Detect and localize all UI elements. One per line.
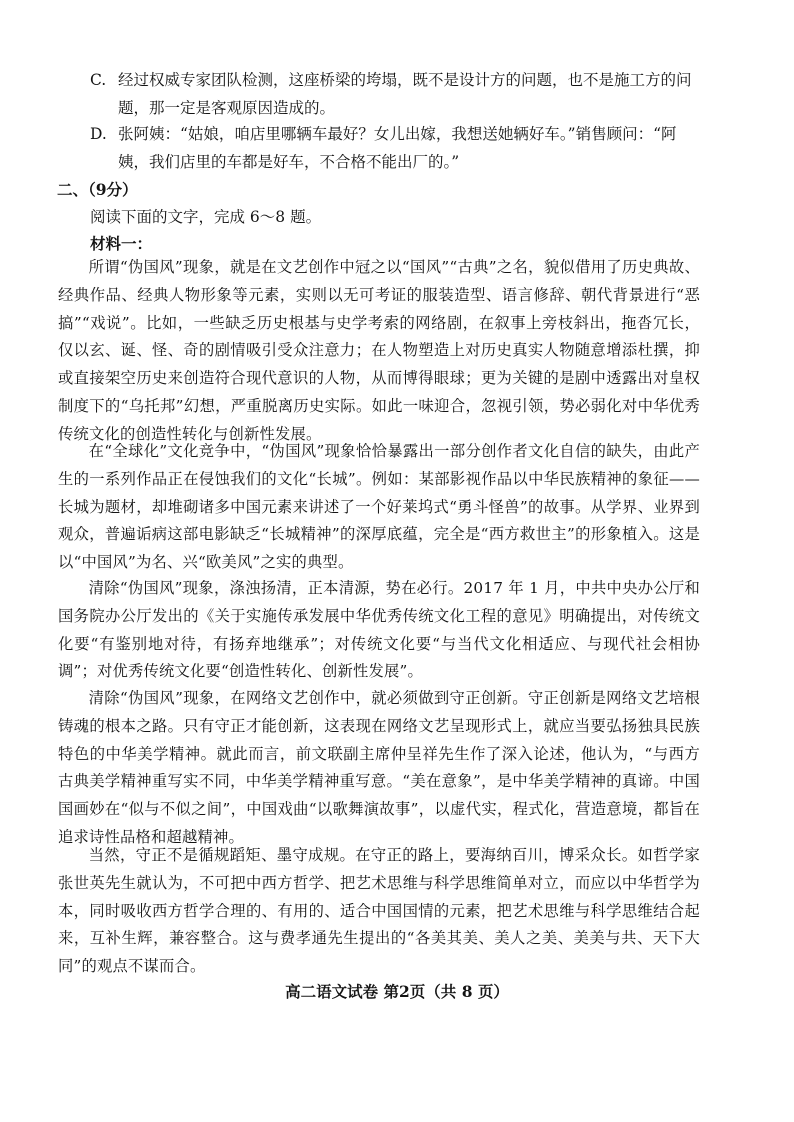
option-c-line2: 题，那一定是客观原因造成的。 [118,99,336,117]
paragraph-2: 在“全球化”文化竞争中，“伪国风”现象恰恰暴露出一部分创作者文化自信的缺失，由此产生的一系列作品正在侵蚀我们的文化“长城”。例如：某部影视作品以中华民族精神的象征——长城为题材，却堆砌诸多中国元素来讲述了一个好莱坞式“勇斗怪兽”的故事。从学界、业界到观众，普遍诟病这部电影缺乏“长城精神”的深厚底蕴，完全是“西方救世主”的形象植入。这是以“中国风”为名、兴“欧美风”之实的典型。 [58,442,700,572]
option-c-letter: C. [90,71,107,89]
option-d-line1: 张阿姨：“姑娘，咱店里哪辆车最好？女儿出嫁，我想送她辆好车。”销售顾问：“阿 [118,125,677,143]
option-d-line2: 姨，我们店里的车都是好车，不合格不能出厂的。” [118,153,460,171]
option-c-line1: 经过权威专家团队检测，这座桥梁的垮塌，既不是设计方的问题，也不是施工方的问 [118,71,692,89]
material-label: 材料一： [90,234,153,253]
paragraph-1: 所谓“伪国风”现象，就是在文艺创作中冠之以“国风”“古典”之名，貌似借用了历史典故、经典作品、经典人物形象等元素，实则以无可考证的服装造型、语言修辞、朝代背景进行“恶搞”“戏说”。比如，一些缺乏历史根基与史学考索的网络剧，在叙事上旁枝斜出，拖沓冗长，仅以玄、诞、怪、奇的剧情吸引受众注意力；在人物塑造上对历史真实人物随意增添杜撰，抑或直接架空历史来创造符合现代意识的人物，从而博得眼球；更为关键的是剧中透露出对皇权制度下的“乌托邦”幻想，严重脱离历史实际。如此一味迎合，忽视引领，势必弱化对中华优秀传统文化的创造性转化与创新性发展。 [58,258,700,443]
section-instruction: 阅读下面的文字，完成 6～8 题。 [90,208,322,226]
option-d-letter: D. [90,125,107,143]
paragraph-5: 当然，守正不是循规蹈矩、墨守成规。在守正的路上，要海纳百川，博采众长。如哲学家张世英先生就认为，不可把中西方哲学、把艺术思维与科学思维简单对立，而应以中华哲学为本，同时吸收西方哲学合理的、有用的、适合中国国情的元素，把艺术思维与科学思维结合起来，互补生辉，兼容整合。这与费孝通先生提出的“各美其美、美人之美、美美与共、天下大同”的观点不谋而合。 [58,846,700,976]
page-footer: 高二语文试卷 第2页（共 8 页） [285,982,509,1001]
option-c [90,66,700,122]
section-title: 二、（9分） [57,180,138,199]
option-d [90,120,700,176]
paragraph-3: 清除“伪国风”现象，涤浊扬清，正本清源，势在必行。2017 年 1 月，中共中央办公厅和国务院办公厅发出的《关于实施传承发展中华优秀传统文化工程的意见》明确提出，对传统文化要“有鉴别地对待，有扬弃地继承”；对传统文化要“与当代文化相适应、与现代社会相协调”；对优秀传统文化要“创造性转化、创新性发展”。 [58,579,700,681]
paragraph-4: 清除“伪国风”现象，在网络文艺创作中，就必须做到守正创新。守正创新是网络文艺培根铸魂的根本之路。只有守正才能创新，这表现在网络文艺呈现形式上，就应当要弘扬独具民族特色的中华美学精神。就此而言，前文联副主席仲呈祥先生作了深入论述，他认为，“与西方古典美学精神重写实不同，中华美学精神重写意。“美在意象”，是中华美学精神的真谛。中国国画妙在“似与不似之间”，中国戏曲“以歌舞演故事”，以虚代实，程式化，营造意境，都旨在追求诗性品格和超越精神。 [58,689,700,846]
